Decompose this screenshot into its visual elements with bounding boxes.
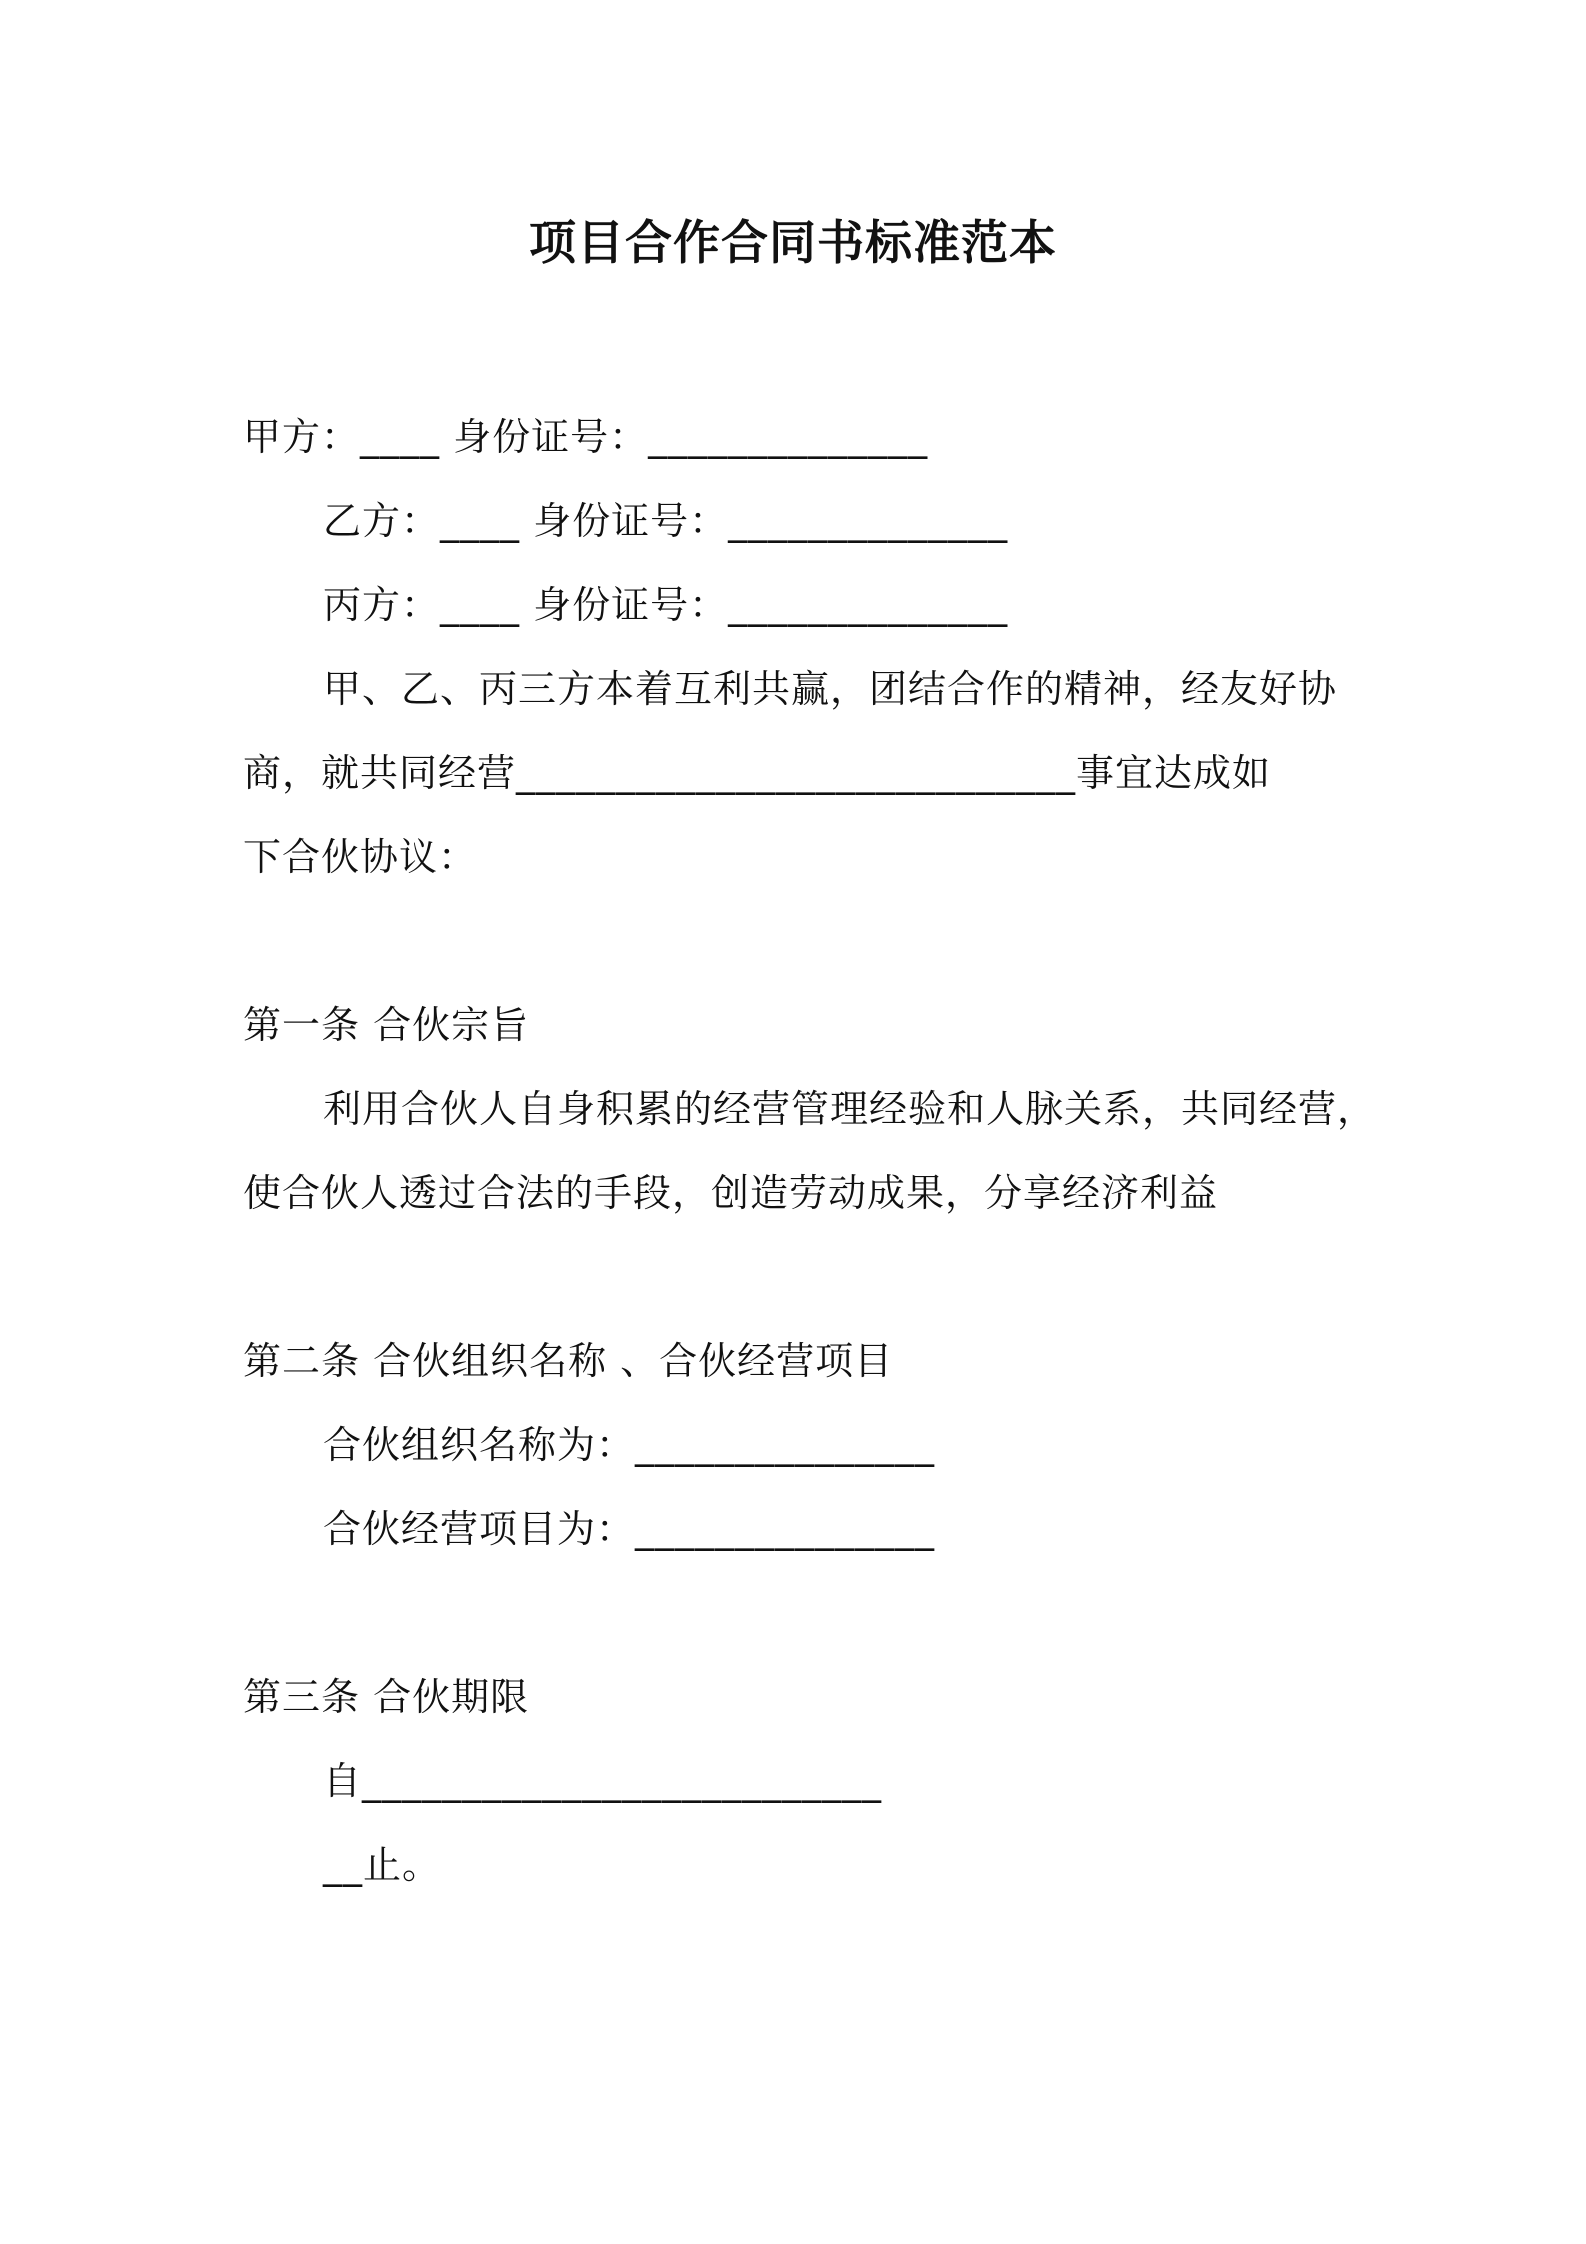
article-3-from-line: 自__________________________ bbox=[323, 1759, 883, 1803]
party-bing-line: 丙方：____ 身份证号：______________ bbox=[323, 583, 1009, 627]
article-3-heading: 第三条 合伙期限 bbox=[243, 1675, 530, 1719]
article-2-project-line: 合伙经营项目为：_______________ bbox=[323, 1507, 936, 1551]
document-title: 项目合作合同书标准范本 bbox=[529, 216, 1057, 271]
preamble-line-1: 甲、乙、丙三方本着互利共赢，团结合作的精神，经友好协 bbox=[323, 667, 1338, 711]
article-1-heading: 第一条 合伙宗旨 bbox=[243, 1003, 530, 1047]
party-yi-line: 乙方：____ 身份证号：______________ bbox=[323, 499, 1009, 543]
article-2-name-line: 合伙组织名称为：_______________ bbox=[323, 1423, 936, 1467]
preamble-line-2: 商，就共同经营____________________________事宜达成如 bbox=[243, 751, 1272, 795]
article-2-heading: 第二条 合伙组织名称 、合伙经营项目 bbox=[243, 1339, 894, 1383]
article-1-line-2: 使合伙人透过合法的手段，创造劳动成果，分享经济利益 bbox=[243, 1171, 1219, 1215]
preamble-line-3: 下合伙协议： bbox=[243, 835, 478, 879]
article-3-end-line: __止。 bbox=[323, 1843, 442, 1887]
party-jia-line: 甲方：____ 身份证号：______________ bbox=[243, 415, 929, 459]
article-1-line-1: 利用合伙人自身积累的经营管理经验和人脉关系，共同经营， bbox=[323, 1087, 1377, 1131]
